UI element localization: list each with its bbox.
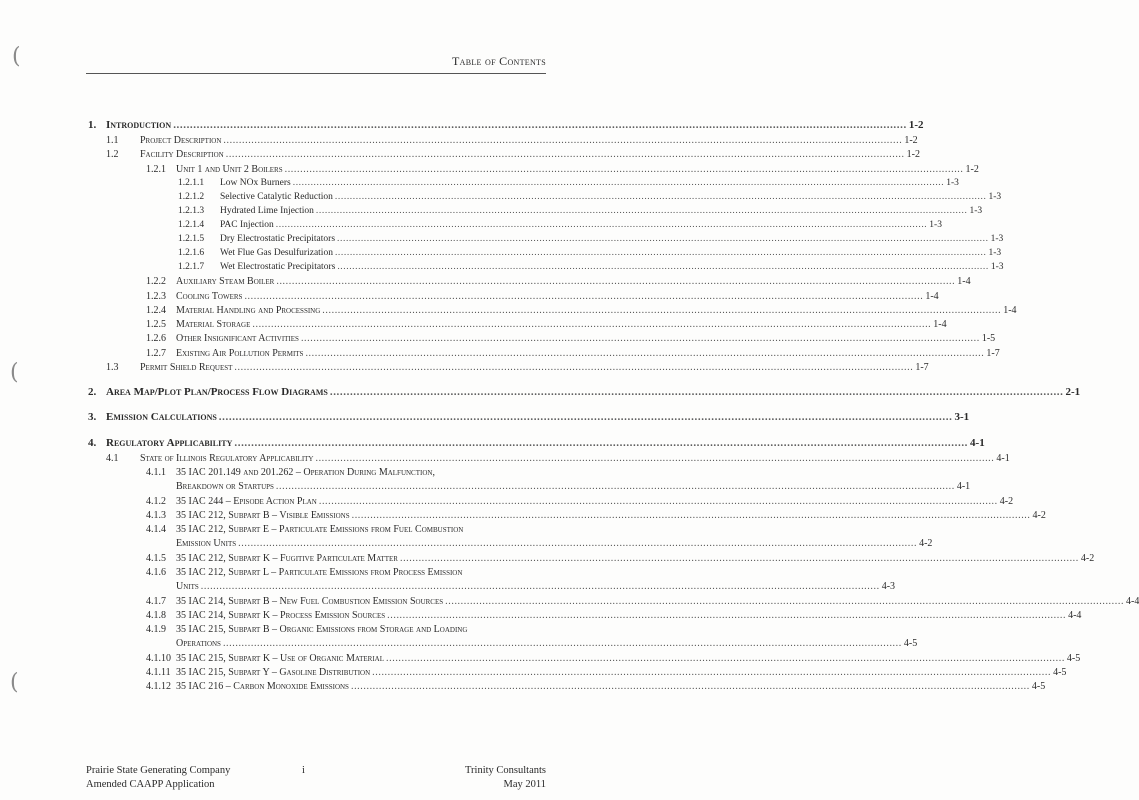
dot-leader: ........................................................................................................................................................................................................................... (300, 333, 980, 344)
toc-entry-number: 1.2.1.4 (178, 220, 205, 230)
binding-hole-mark-top: ( (12, 44, 21, 69)
toc-entry-title: 35 IAC 212, Subpart K – Fugitive Particulate Matter (176, 553, 398, 564)
toc-entry[interactable] (0, 411, 970, 424)
toc-entry-title-continuation: Emission Units (176, 538, 237, 549)
dot-leader: ........................................................................................................................................................................................................................... (351, 510, 1031, 521)
toc-entry-number: 4.1.5 (146, 553, 166, 564)
toc-entry-title: Dry Electrostatic Precipitators (220, 234, 336, 244)
toc-entry[interactable] (0, 233, 1004, 246)
toc-entry-title: Wet Flue Gas Desulfurization (220, 248, 333, 258)
toc-entry-title: 35 IAC 214, Subpart K – Process Emission Sources (176, 610, 386, 621)
toc-entry-title: Introduction (106, 119, 172, 131)
dot-leader: ........................................................................................................................................................................................................................... (315, 453, 995, 464)
toc-entry-page: 4-1 (956, 481, 971, 492)
toc-entry[interactable] (0, 275, 971, 288)
toc-entry-number: 1.2.5 (146, 319, 166, 330)
toc-entry-title: 35 IAC 212, Subpart L – Particulate Emissions from Process Emission (176, 567, 463, 578)
toc-entry-title-continuation: Breakdown or Startups (176, 481, 274, 492)
footer-company: Prairie State Generating Company (86, 765, 231, 776)
toc-entry-page: 4-2 (999, 496, 1014, 507)
toc-entry-page: 4-5 (1031, 681, 1046, 692)
toc-entry-title: Facility Description (140, 149, 224, 160)
toc-entry-page: 1-7 (986, 348, 1000, 359)
toc-entry-title: 35 IAC 212, Subpart E – Particulate Emissions from Fuel Combustion (176, 524, 464, 535)
toc-entry-number: 1.2.1.3 (178, 206, 205, 216)
toc-entry[interactable] (0, 595, 1139, 608)
toc-entry-number: 4.1.4 (146, 524, 166, 535)
toc-entry[interactable] (0, 304, 1017, 317)
toc-entry-title: Material Handling and Processing (176, 305, 321, 316)
toc-heading: Table of Contents (452, 54, 546, 68)
toc-entry-title: Material Storage (176, 319, 251, 330)
dot-leader: ........................................................................................................................................................................................................................... (322, 305, 1002, 316)
toc-entry-page: 2-1 (1065, 386, 1081, 398)
toc-entry-number: 4.1.3 (146, 510, 166, 521)
toc-entry-number: 2. (88, 386, 97, 398)
toc-entry-page: 1-3 (990, 262, 1004, 272)
toc-entry-title: Wet Electrostatic Precipitators (220, 262, 336, 272)
dot-leader: ........................................................................................................................................................................................................................... (234, 437, 969, 449)
toc-entry-page: 1-3 (988, 248, 1002, 258)
toc-entry[interactable] (0, 386, 1081, 399)
toc-entry-title: 35 IAC 212, Subpart B – Visible Emissions (176, 510, 350, 521)
dot-leader: ........................................................................................................................................................................................................................... (173, 119, 907, 131)
binding-hole-mark-bottom: ( (10, 670, 19, 695)
toc-entry-number: 4. (88, 437, 97, 449)
dot-leader: ........................................................................................................................................................................................................................... (445, 596, 1125, 607)
dot-leader: ........................................................................................................................................................................................................................... (337, 262, 989, 272)
toc-entry-page: 4-5 (1053, 667, 1067, 678)
toc-entry[interactable] (0, 219, 942, 232)
toc-entry-title: Other Insignificant Activities (176, 333, 299, 344)
dot-leader: ........................................................................................................................................................................................................................... (305, 348, 985, 359)
toc-entry-title: 35 IAC 215, Subpart K – Use of Organic Material (176, 653, 385, 664)
toc-entry-title-continuation: Operations (176, 638, 221, 649)
toc-entry[interactable] (0, 652, 1081, 665)
toc-entry[interactable] (0, 119, 924, 132)
toc-entry[interactable] (0, 623, 918, 650)
toc-entry-number: 1.2.7 (146, 348, 166, 359)
toc-entry-number: 1.2.4 (146, 305, 166, 316)
toc-entry[interactable] (0, 452, 1010, 465)
toc-entry-number: 1.2.1.7 (178, 262, 205, 272)
toc-entry-number: 1.1 (106, 135, 119, 146)
toc-entry[interactable] (0, 261, 1004, 274)
toc-entry-page: 4-1 (996, 453, 1010, 464)
toc-entry-title: Low NOx Burners (220, 178, 291, 188)
toc-entry-number: 4.1.10 (146, 653, 171, 664)
dot-leader: ........................................................................................................................................................................................................................... (399, 553, 1079, 564)
toc-entry-number: 1.2.1.1 (178, 178, 205, 188)
toc-entry-page: 4-2 (919, 538, 933, 549)
toc-entry-page: 4-1 (970, 437, 985, 449)
toc-entry-title: 35 IAC 214, Subpart B – New Fuel Combustion Emission Sources (176, 596, 444, 607)
page-header (86, 54, 546, 74)
toc-entry[interactable] (0, 666, 1067, 679)
toc-entry-page: 1-4 (957, 276, 971, 287)
toc-entry[interactable] (0, 552, 1095, 565)
toc-entry-page: 3-1 (954, 411, 970, 423)
page-footer (86, 764, 546, 792)
dot-leader: ........................................................................................................................................................................................................................... (200, 581, 880, 592)
toc-entry-title: Cooling Towers (176, 291, 243, 302)
toc-entry-page: 1-2 (904, 135, 918, 146)
toc-entry-number: 4.1.7 (146, 596, 166, 607)
dot-leader: ........................................................................................................................................................................................................................... (292, 178, 945, 188)
toc-entry-page: 1-2 (908, 119, 924, 131)
toc-entry-number: 1.2.1.5 (178, 234, 205, 244)
toc-entry[interactable] (0, 177, 959, 190)
dot-leader: ........................................................................................................................................................................................................................... (315, 206, 968, 216)
toc-entry[interactable] (0, 205, 983, 218)
toc-entry-page: 1-3 (969, 206, 983, 216)
toc-entry[interactable] (0, 347, 1000, 360)
toc-entry-title: Hydrated Lime Injection (220, 206, 314, 216)
toc-entry-page: 1-4 (925, 291, 939, 302)
toc-entry[interactable] (0, 523, 933, 550)
toc-entry-number: 4.1.2 (146, 496, 166, 507)
toc-entry-number: 1.2 (106, 149, 119, 160)
toc-entry-title: Unit 1 and Unit 2 Boilers (176, 164, 283, 175)
toc-entry-page: 4-5 (903, 638, 918, 649)
toc-entry-number: 1.2.3 (146, 291, 166, 302)
toc-entry-title: 35 IAC 215, Subpart B – Organic Emissions from Storage and Loading (176, 624, 468, 635)
toc-entry[interactable] (0, 609, 1082, 622)
toc-entry-page: 1-2 (906, 149, 920, 160)
toc-entry[interactable] (0, 509, 1046, 522)
dot-leader: ........................................................................................................................................................................................................................... (222, 638, 902, 649)
toc-entry-page: 1-4 (1003, 305, 1017, 316)
dot-leader: ........................................................................................................................................................................................................................... (329, 386, 1064, 398)
toc-entry-title-continuation: Units (176, 581, 199, 592)
toc-entry[interactable] (0, 332, 996, 345)
dot-leader: ........................................................................................................................................................................................................................... (284, 164, 964, 175)
toc-entry-page: 1-7 (915, 362, 929, 373)
dot-leader: ........................................................................................................................................................................................................................... (275, 220, 928, 230)
toc-entry-title: Selective Catalytic Reduction (220, 192, 333, 202)
toc-entry-number: 4.1 (106, 453, 119, 464)
dot-leader: ........................................................................................................................................................................................................................... (386, 653, 1065, 664)
dot-leader: ........................................................................................................................................................................................................................... (244, 291, 924, 302)
dot-leader: ........................................................................................................................................................................................................................... (350, 681, 1030, 692)
toc-entry-page: 1-3 (946, 178, 959, 188)
toc-entry-page: 1-3 (990, 234, 1004, 244)
toc-entry[interactable] (0, 466, 971, 493)
toc-entry-title: Permit Shield Request (140, 362, 233, 373)
dot-leader: ........................................................................................................................................................................................................................... (337, 234, 989, 244)
toc-entry-title: 35 IAC 215, Subpart Y – Gasoline Distribution (176, 667, 371, 678)
toc-entry-title: PAC Injection (220, 220, 274, 230)
toc-entry-number: 1.2.1.2 (178, 192, 205, 202)
footer-consultant: Trinity Consultants (464, 765, 546, 776)
toc-entry-page: 1-5 (981, 333, 996, 344)
toc-entry-title: 35 IAC 244 – Episode Action Plan (176, 496, 317, 507)
toc-entry-page: 4-3 (881, 581, 896, 592)
toc-entry-page: 4-4 (1068, 610, 1082, 621)
toc-entry[interactable] (0, 191, 1002, 204)
toc-entry-number: 1.2.1 (146, 164, 166, 175)
toc-entry[interactable] (0, 680, 1046, 693)
toc-entry-page: 4-4 (1126, 596, 1139, 607)
toc-entry-title: Auxiliary Steam Boiler (176, 276, 275, 287)
toc-entry-number: 4.1.6 (146, 567, 166, 578)
toc-entry-number: 4.1.1 (146, 467, 166, 478)
toc-entry-page: 1-2 (965, 164, 979, 175)
dot-leader: ........................................................................................................................................................................................................................... (387, 610, 1067, 621)
toc-entry[interactable] (0, 566, 896, 593)
toc-entry-number: 1. (88, 119, 97, 131)
toc-entry[interactable] (0, 437, 985, 450)
toc-entry[interactable] (0, 318, 947, 331)
dot-leader: ........................................................................................................................................................................................................................... (223, 135, 903, 146)
footer-page-number: i (302, 765, 305, 776)
toc-entry-number: 1.3 (106, 362, 119, 373)
toc-entry[interactable] (0, 148, 920, 161)
footer-document: Amended CAAPP Application (86, 779, 215, 790)
binding-hole-mark-middle: ( (10, 360, 19, 385)
toc-entry-number: 4.1.11 (146, 667, 171, 678)
dot-leader: ........................................................................................................................................................................................................................... (334, 248, 987, 258)
toc-entry[interactable] (0, 247, 1002, 260)
toc-entry-page: 1-4 (933, 319, 947, 330)
dot-leader: ........................................................................................................................................................................................................................... (318, 496, 998, 507)
dot-leader: ........................................................................................................................................................................................................................... (238, 538, 918, 549)
toc-entry[interactable] (0, 163, 979, 176)
toc-entry[interactable] (0, 290, 939, 303)
toc-entry-page: 4-5 (1066, 653, 1081, 664)
toc-entry-title: State of Illinois Regulatory Applicability (140, 453, 314, 464)
toc-entry-number: 1.2.2 (146, 276, 166, 287)
dot-leader: ........................................................................................................................................................................................................................... (252, 319, 932, 330)
footer-date: May 2011 (503, 779, 546, 790)
dot-leader: ........................................................................................................................................................................................................................... (334, 192, 987, 202)
toc-entry-title: Regulatory Applicability (106, 437, 233, 449)
toc-entry-number: 1.2.6 (146, 333, 166, 344)
toc-entry-title: 35 IAC 201.149 and 201.262 – Operation During Malfunction, (176, 467, 435, 478)
toc-entry-number: 1.2.1.6 (178, 248, 205, 258)
dot-leader: ........................................................................................................................................................................................................................... (372, 667, 1052, 678)
toc-entry-title: Existing Air Pollution Permits (176, 348, 304, 359)
dot-leader: ........................................................................................................................................................................................................................... (275, 481, 955, 492)
toc-entry-title: Emission Calculations (106, 411, 217, 423)
toc-entry[interactable] (0, 361, 929, 374)
dot-leader: ........................................................................................................................................................................................................................... (276, 276, 956, 287)
toc-entry-number: 4.1.9 (146, 624, 166, 635)
dot-leader: ........................................................................................................................................................................................................................... (218, 411, 953, 423)
toc-entry-page: 1-3 (929, 220, 942, 230)
toc-entry-number: 3. (88, 411, 97, 423)
toc-entry-number: 4.1.8 (146, 610, 166, 621)
toc-entry-number: 4.1.12 (146, 681, 171, 692)
dot-leader: ........................................................................................................................................................................................................................... (234, 362, 914, 373)
toc-entry[interactable] (0, 495, 1014, 508)
toc-entry-title: 35 IAC 216 – Carbon Monoxide Emissions (176, 681, 349, 692)
dot-leader: ........................................................................................................................................................................................................................... (225, 149, 905, 160)
toc-entry-page: 4-2 (1032, 510, 1046, 521)
toc-entry-page: 4-2 (1080, 553, 1095, 564)
toc-entry-page: 1-3 (988, 192, 1002, 202)
toc-entry[interactable] (0, 134, 918, 147)
toc-entry-title: Area Map/Plot Plan/Process Flow Diagrams (106, 386, 328, 398)
toc-entry-title: Project Description (140, 135, 222, 146)
